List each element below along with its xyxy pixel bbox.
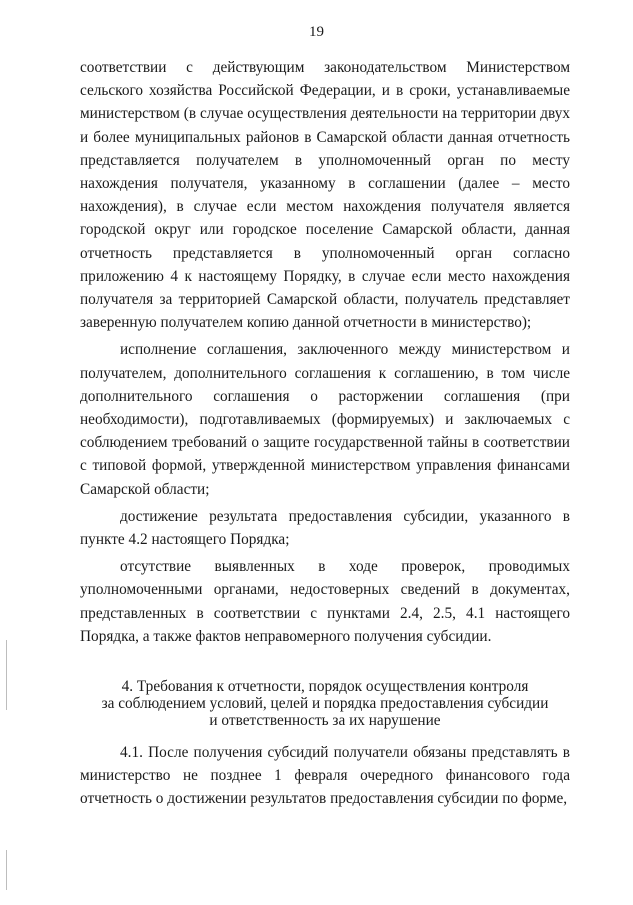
paragraph-agreement-execution: исполнение соглашения, заключенного между министерством и получателем, дополнительного соглашения к соглашению, в том числе дополнительного соглашения о расторжении соглашения (при необходимости), подготавливаемых (формируемых) и заключаемых с соблюдением требований о защите государственной тайны в соответствии с типовой формой, утвержденной министерством управления финансами Самарской области; (80, 341, 570, 498)
section-heading-line: за соблюдением условий, целей и порядка предоставления субсидии (101, 695, 549, 713)
paragraph-4-1: 4.1. После получения субсидий получатели обязаны представлять в министерство не позднее 1 февраля очередного финансового года отчетность о достижении результатов предоставления субсидии по форме, (80, 744, 570, 808)
section-heading (80, 678, 570, 729)
section-heading-line: и ответственность за их нарушение (209, 712, 441, 730)
document-body (80, 56, 570, 815)
scan-margin-mark (6, 850, 7, 890)
scan-margin-mark (6, 640, 7, 710)
paragraph-result-achievement: достижение результата предоставления субсидии, указанного в пункте 4.2 настоящего Порядка; (80, 507, 570, 549)
page-number: 19 (309, 24, 324, 40)
paragraph-no-violations: отсутствие выявленных в ходе проверок, проводимых уполномоченными органами, недостоверных сведений в документах, представленных в соответствии с пунктами 2.4, 2.5, 4.1 настоящего Порядка, а также фактов неправомерного получения субсидии. (80, 558, 570, 645)
section-heading-line: 4. Требования к отчетности, порядок осуществления контроля (121, 678, 529, 696)
paragraph-reporting-submission: соответствии с действующим законодательством Министерством сельского хозяйства Российской Федерации, и в сроки, устанавливаемые министерством (в случае осуществления деятельности на территории двух и более муниципальных районов в Самарской области данная отчетность представляется получателем в уполномоченный орган по месту нахождения получателя, указанному в соглашении (далее – место нахождения), в случае если местом нахождения получателя является городской округ или городское поселение Самарской области, данная отчетность представляется в уполномоченный орган согласно приложению 4 к настоящему Порядку, в случае если место нахождения получателя за территорией Самарской области, получатель представляет заверенную получателем копию данной отчетности в министерство); (80, 59, 570, 332)
